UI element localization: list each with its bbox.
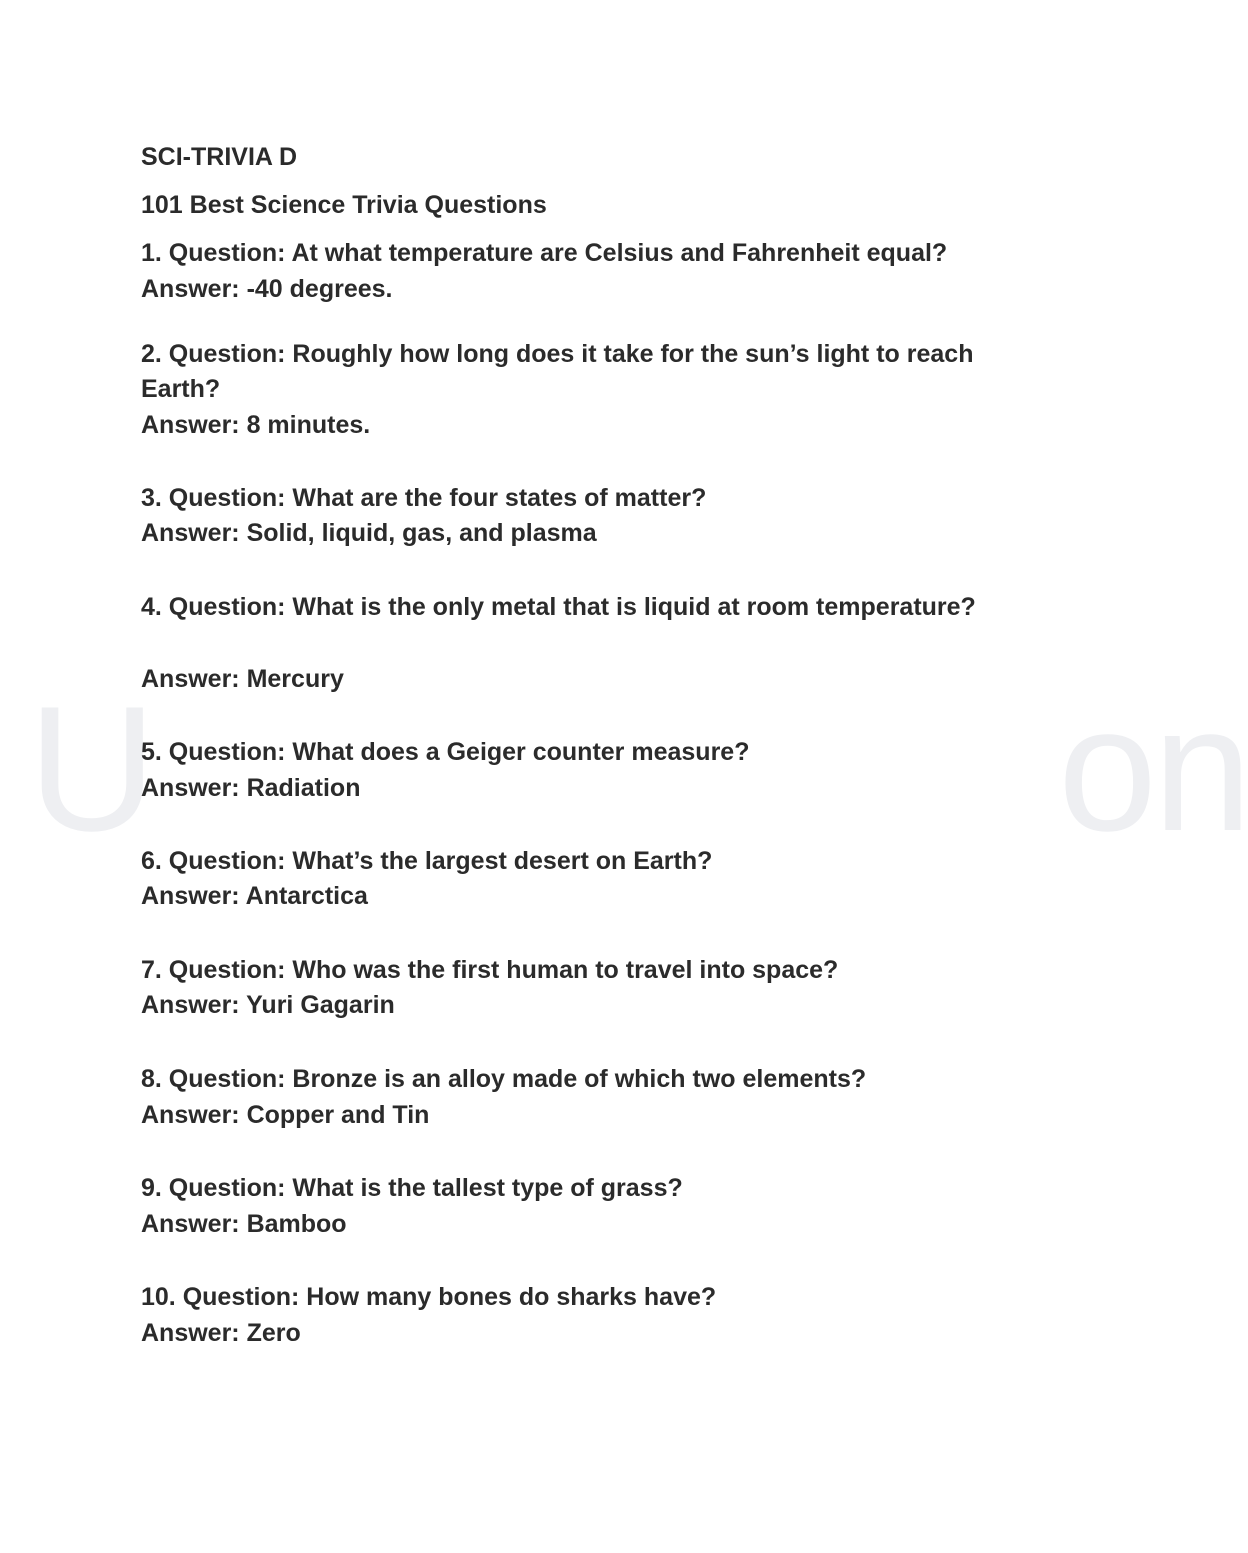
answer-4: Answer: Mercury [141,665,344,693]
question-6: 6. Question: What’s the largest desert on Earth? [141,847,713,875]
document-header: SCI-TRIVIA D [141,143,298,171]
question-2: 2. Question: Roughly how long does it take for the sun’s light to reach [141,340,974,368]
question-1: 1. Question: At what temperature are Celsius and Fahrenheit equal? [141,239,948,267]
answer-2: Answer: 8 minutes. [141,411,371,439]
answer-3: Answer: Solid, liquid, gas, and plasma [141,519,597,547]
question-2-continued: Earth? [141,375,221,403]
answer-5: Answer: Radiation [141,774,361,802]
watermark-right: on [1058,669,1248,868]
answer-1: Answer: -40 degrees. [141,275,393,303]
question-10: 10. Question: How many bones do sharks have? [141,1283,717,1311]
question-7: 7. Question: Who was the first human to travel into space? [141,956,839,984]
question-8: 8. Question: Bronze is an alloy made of which two elements? [141,1065,867,1093]
answer-6: Answer: Antarctica [141,882,368,910]
question-4: 4. Question: What is the only metal that is liquid at room temperature? [141,593,976,621]
question-9: 9. Question: What is the tallest type of grass? [141,1174,683,1202]
answer-10: Answer: Zero [141,1319,301,1347]
answer-7: Answer: Yuri Gagarin [141,991,395,1019]
question-3: 3. Question: What are the four states of matter? [141,484,707,512]
answer-8: Answer: Copper and Tin [141,1101,430,1129]
watermark-left: U [28,669,157,868]
document-title: 101 Best Science Trivia Questions [141,191,547,219]
question-5: 5. Question: What does a Geiger counter measure? [141,738,750,766]
answer-9: Answer: Bamboo [141,1210,347,1238]
